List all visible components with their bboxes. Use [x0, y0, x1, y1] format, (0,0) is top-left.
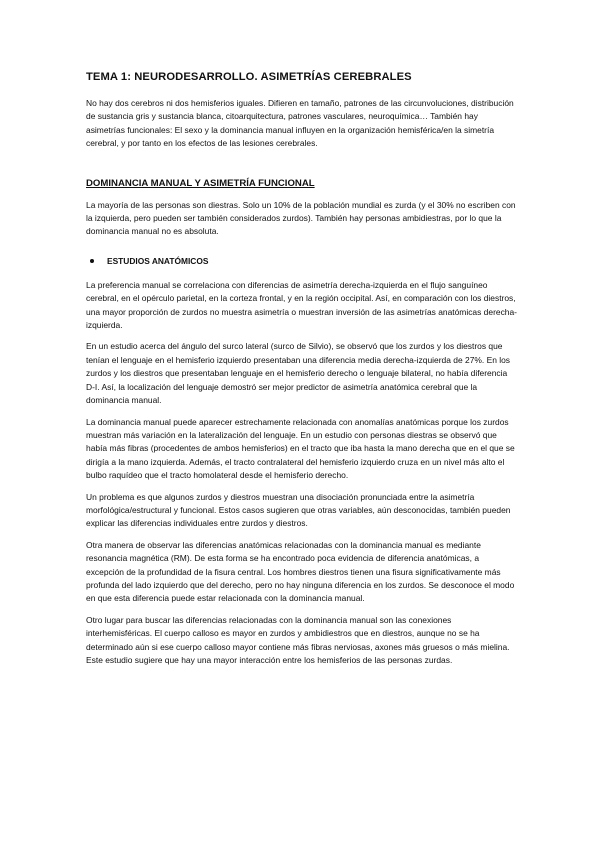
body-paragraph: Otro lugar para buscar las diferencias relacionadas con la dominancia manual son las conexiones interhemisféricas. El cuerpo calloso es mayor en zurdos y ambidiestros que en diestros, aunque no se ha determinado aún si ese cuerpo calloso mayor contiene más fibras nerviosas, axones más gruesos o más mielina. Este estudio sugiere que hay una mayor interacción entre los hemisferios de las personas zurdas. [86, 614, 510, 665]
subsection-heading-estudios [86, 255, 518, 267]
body-paragraph: Un problema es que algunos zurdos y diestros muestran una disociación pronunciada entre la asimetría morfológica/estructural y funcional. Estos casos sugieren que otras variables, aún desconocidas, también pueden explicar las diferencias individuales entre zurdos y diestros. [86, 491, 511, 529]
body-paragraph: La preferencia manual se correlaciona con diferencias de asimetría derecha-izquierda en el flujo sanguíneo cerebral, en el opérculo parietal, en la corteza frontal, y en la región occipital. Así, en comparación con los diestros, una mayor proporción de zurdos no muestra asimetría o muestran inversión de las asimetrías anatómicas derecha-izquierda. [86, 279, 517, 331]
section-paragraph-dominancia: La mayoría de las personas son diestras. Solo un 10% de la población mundial es zurda (y el 30% no escriben con la izquierda, pero pueden ser también considerados zurdos). También hay personas ambidiestras, por lo que la dominancia manual no es absoluta. [86, 199, 516, 237]
document-page [86, 70, 518, 675]
section-heading-dominancia: DOMINANCIA MANUAL Y ASIMETRÍA FUNCIONAL [86, 177, 315, 189]
body-paragraph: En un estudio acerca del ángulo del surco lateral (surco de Silvio), se observó que los zurdos y los diestros que tenían el lenguaje en el hemisferio izquierdo presentaban una diferencia media derecha-izquierda de 27%. En los zurdos y los diestros que presentaban lenguaje en el hemisferio derecho o lenguaje bilateral, no había diferencia D-I. Así, la localización del lenguaje demostró ser mejor predictor de asimetría anatómica cerebral que la dominancia manual. [86, 341, 511, 406]
subsection-heading-label: ESTUDIOS ANATÓMICOS [107, 255, 209, 266]
document-title: TEMA 1: NEURODESARROLLO. ASIMETRÍAS CEREBRALES [86, 71, 412, 83]
intro-paragraph: No hay dos cerebros ni dos hemisferios iguales. Difieren en tamaño, patrones de las circunvoluciones, distribución de sustancia gris y sustancia blanca, citoarquitectura, patrones vasculares, neuroquímica… También hay asimetrías funcionales: El sexo y la dominancia manual influyen en la organización hemisférica/en la simetría cerebral, y por tanto en los efectos de las lesiones cerebrales. [86, 98, 514, 149]
body-paragraph: La dominancia manual puede aparecer estrechamente relacionada con anomalías anatómicas porque los zurdos muestran más variación en la lateralización del lenguaje. En un estudio con personas diestras se observó que había más fibras (procedentes de ambos hemisferios) en el tracto que iba hasta la mano derecha que en el que se dirigía a la mano izquierda. Además, el tracto contralateral del hemisferio izquierdo cruza en un nivel más alto el bulbo raquídeo que el tracto homolateral desde el hemisferio derecho. [86, 416, 515, 481]
body-paragraph: Otra manera de observar las diferencias anatómicas relacionadas con la dominancia manual es mediante resonancia magnética (RM). De esta forma se ha encontrado poca evidencia de diferencia anatómicas, a excepción de la profundidad de la fisura central. Los hombres diestros tienen una fisura significativamente más profunda del lado izquierdo que del derecho, pero no hay ninguna diferencia en los zurdos. Se desconoce el modo en que esta diferencia puede estar relacionada con la dominancia manual. [86, 539, 515, 604]
bullet-icon [90, 259, 94, 263]
